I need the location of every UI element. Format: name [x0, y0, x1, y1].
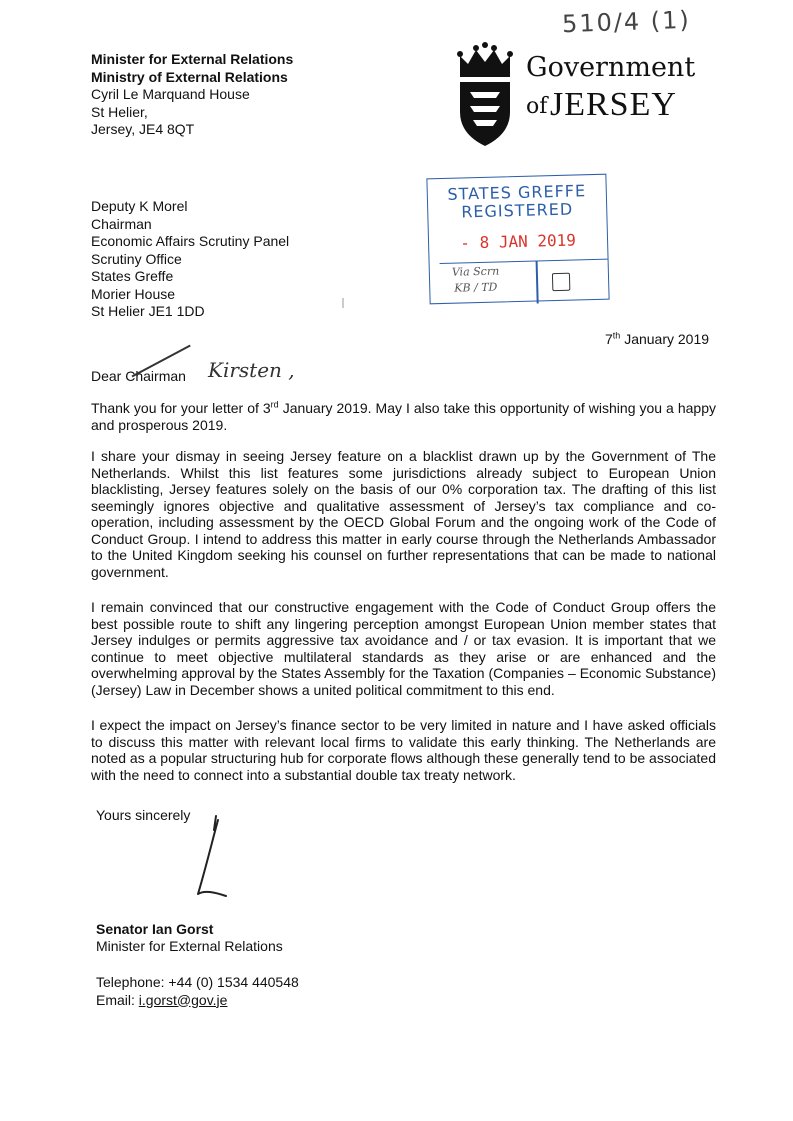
- sender-building: Cyril Le Marquand House: [91, 86, 250, 102]
- logo-jersey-text: JERSEY: [550, 86, 677, 123]
- recipient-line: St Helier JE1 1DD: [91, 303, 205, 319]
- recipient-line: Scrutiny Office: [91, 250, 182, 267]
- p1-text-a: Thank you for your letter of 3: [91, 400, 271, 416]
- stamp-divider: [536, 262, 539, 304]
- stamp-title: STATES GREFFE: [447, 181, 587, 204]
- sender-address: [91, 51, 293, 139]
- stamp-handwritten-route: Via Scrn: [451, 264, 500, 279]
- paragraph-4: I expect the impact on Jersey’s finance sector to be very limited in nature and I have asked officials to discuss this matter with relevant local firms to validate this early thinking. The Netherlands are noted as a popular structuring hub for corporate flows although these generally tend to be associated with the need to connect into a substantial double tax treaty network.: [91, 717, 716, 783]
- sender-town: St Helier,: [91, 103, 148, 120]
- telephone: Telephone: +44 (0) 1534 440548: [96, 974, 299, 990]
- p1-text-b: January 2019. May I also take this opportunity of wishing you a happy and prosperous 2019.: [91, 400, 716, 433]
- logo-government-text: Government: [526, 52, 696, 83]
- stamp-handwritten-initials: KB / TD: [454, 280, 498, 295]
- recipient-line: Morier House: [91, 285, 176, 302]
- date-day: 7: [605, 331, 613, 347]
- stamp-checkbox: [552, 273, 570, 291]
- salutation-dear: Dear: [91, 368, 126, 384]
- crest-icon: [452, 42, 518, 150]
- email-label: Email:: [96, 991, 139, 1008]
- recipient-line: Chairman: [91, 215, 152, 232]
- scan-mark: [342, 298, 344, 308]
- logo-of-text: of: [526, 94, 548, 119]
- email-link[interactable]: i.gorst@gov.je: [138, 991, 228, 1008]
- signature-image: [176, 812, 246, 902]
- closing: Yours sincerely: [96, 807, 191, 823]
- sender-ministry: Ministry of External Relations: [91, 68, 288, 85]
- stamp-registered: REGISTERED: [461, 199, 574, 222]
- recipient-line: Deputy K Morel: [91, 198, 188, 214]
- letter-date: [605, 331, 709, 347]
- government-of-jersey-logo: [452, 42, 712, 152]
- signer-name: Senator Ian Gorst: [96, 921, 214, 937]
- recipient-address: [91, 198, 289, 321]
- email-line: [96, 992, 299, 1010]
- paragraph-1: [91, 400, 716, 433]
- paragraph-3: I remain convinced that our constructive engagement with the Code of Conduct Group offers the best possible route to shift any lingering perception amongst European Union member states that Jersey indulges or permits aggressive tax avoidance and / or tax evasion. It is important that we continue to meet objective multilateral standards as they arise or are enhanced and the overwhelming approval by the States Assembly for the Taxation (Companies – Economic Substance) (Jersey) Law in December shows a united political commitment to this end.: [91, 599, 716, 698]
- sender-postcode: Jersey, JE4 8QT: [91, 121, 195, 137]
- date-suffix: th: [612, 330, 621, 341]
- signer-title: Minister for External Relations: [96, 938, 283, 954]
- contact-details: [96, 974, 299, 1009]
- sender-title: Minister for External Relations: [91, 51, 294, 67]
- stamp-date: - 8 JAN 2019: [460, 230, 577, 253]
- recipient-line: States Greffe: [91, 268, 174, 284]
- handwritten-name: Kirsten ,: [208, 358, 295, 382]
- registered-stamp: [426, 174, 609, 305]
- date-month-year: January 2019: [620, 331, 710, 347]
- stamp-routing-row: [440, 259, 609, 306]
- paragraph-2: I share your dismay in seeing Jersey feature on a blacklist drawn up by the Government of The Netherlands. Whilst this list features some jurisdictions already subject to European Union blacklisting, Jersey features solely on the basis of our 0% corporation tax. The drafting of this list seemingly ignores objective and qualitative assessment of Jersey’s tax compliance and co-operation, including assessment by the OECD Global Forum and the ongoing work of the Code of Conduct Group. I intend to address this matter in early course through the Netherlands Ambassador to the United Kingdom seeking his counsel on further representations that can be made to national government.: [91, 448, 716, 580]
- signer-block: [96, 921, 283, 955]
- salutation-struck-word: Chairman: [125, 368, 186, 384]
- recipient-line: Economic Affairs Scrutiny Panel: [91, 233, 290, 249]
- p1-superscript: rd: [270, 399, 279, 410]
- handwritten-reference: 510/4 (1): [561, 5, 692, 39]
